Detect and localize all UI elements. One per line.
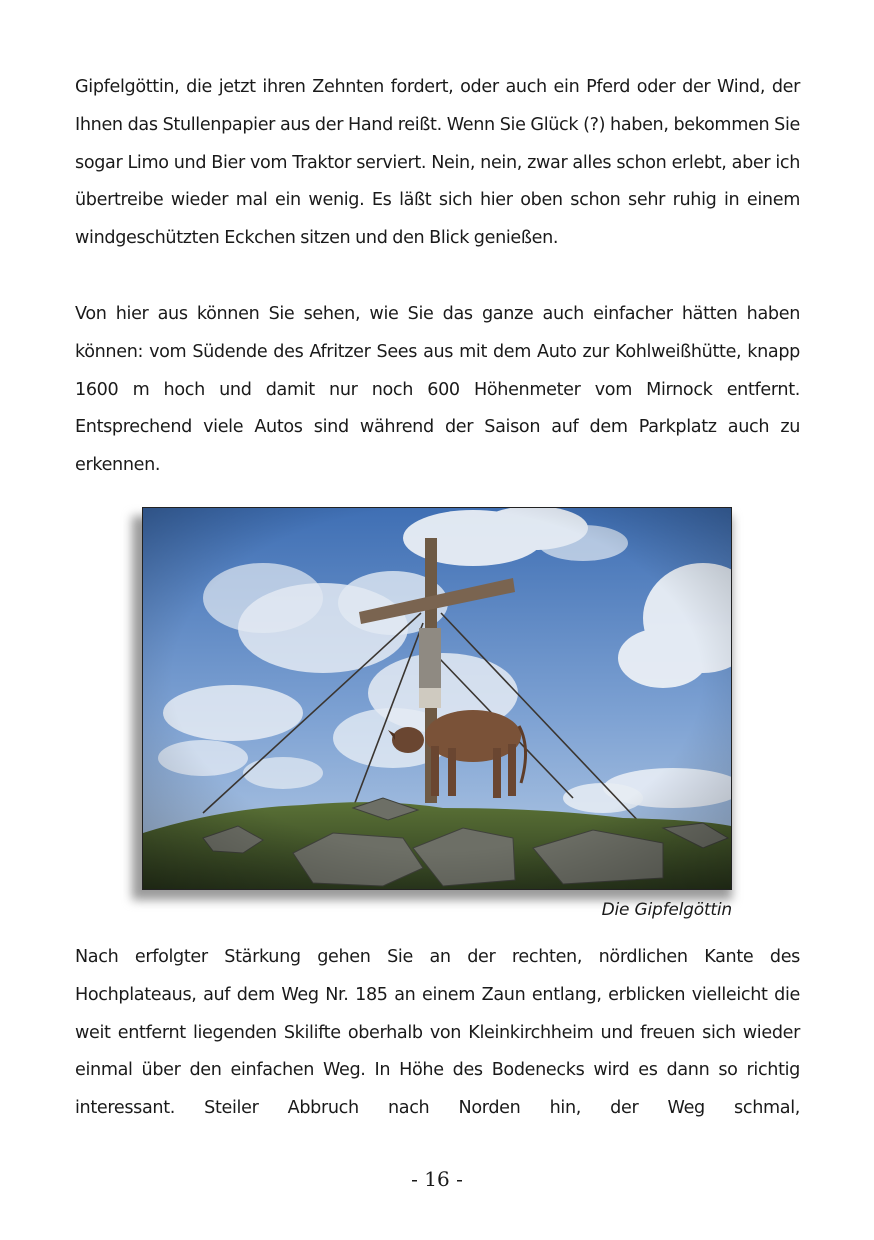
summit-scene-illustration (143, 508, 731, 889)
paragraph-3: Nach erfolgter Stärkung gehen Sie an der rechten, nördlichen Kante des Hochplateaus, auf dem Weg Nr. 185 an einem Zaun entlang, erblicken vielleicht die weit entfernt liegenden Skilifte oberhalb von Kleinkirchheim und freuen sich wieder einmal über den einfachen Weg. In Höhe des Bodenecks wird es dann so richtig interessant. Steiler Abbruch nach Norden hin, der Weg schmal, (75, 947, 800, 1119)
paragraph-1: Gipfelgöttin, die jetzt ihren Zehnten fordert, oder auch ein Pferd oder der Wind, der Ihnen das Stullenpapier aus der Hand reißt. Wenn Sie Glück (?) haben, bekommen Sie sogar Limo und Bier vom Traktor serviert. Nein, nein, zwar alles schon erlebt, aber ich übertreibe wieder mal ein wenig. Es läßt sich hier oben schon sehr ruhig in einem windgeschützten Eckchen sitzen und den Blick genießen. (75, 77, 800, 249)
page-number: - 16 - (411, 1167, 463, 1191)
paragraph-2: Von hier aus können Sie sehen, wie Sie das ganze auch einfacher hätten haben können: vom Südende des Afritzer Sees aus mit dem Auto zur Kohlweißhütte, knapp 1600 m hoch und damit nur noch 600 Höhenmeter vom Mirnock entfernt. Entsprechend viele Autos sind während der Saison auf dem Parkplatz auch zu erkennen. (75, 304, 800, 476)
photo-caption: Die Gipfelgöttin (601, 900, 732, 920)
summit-cross-photo (142, 507, 732, 890)
